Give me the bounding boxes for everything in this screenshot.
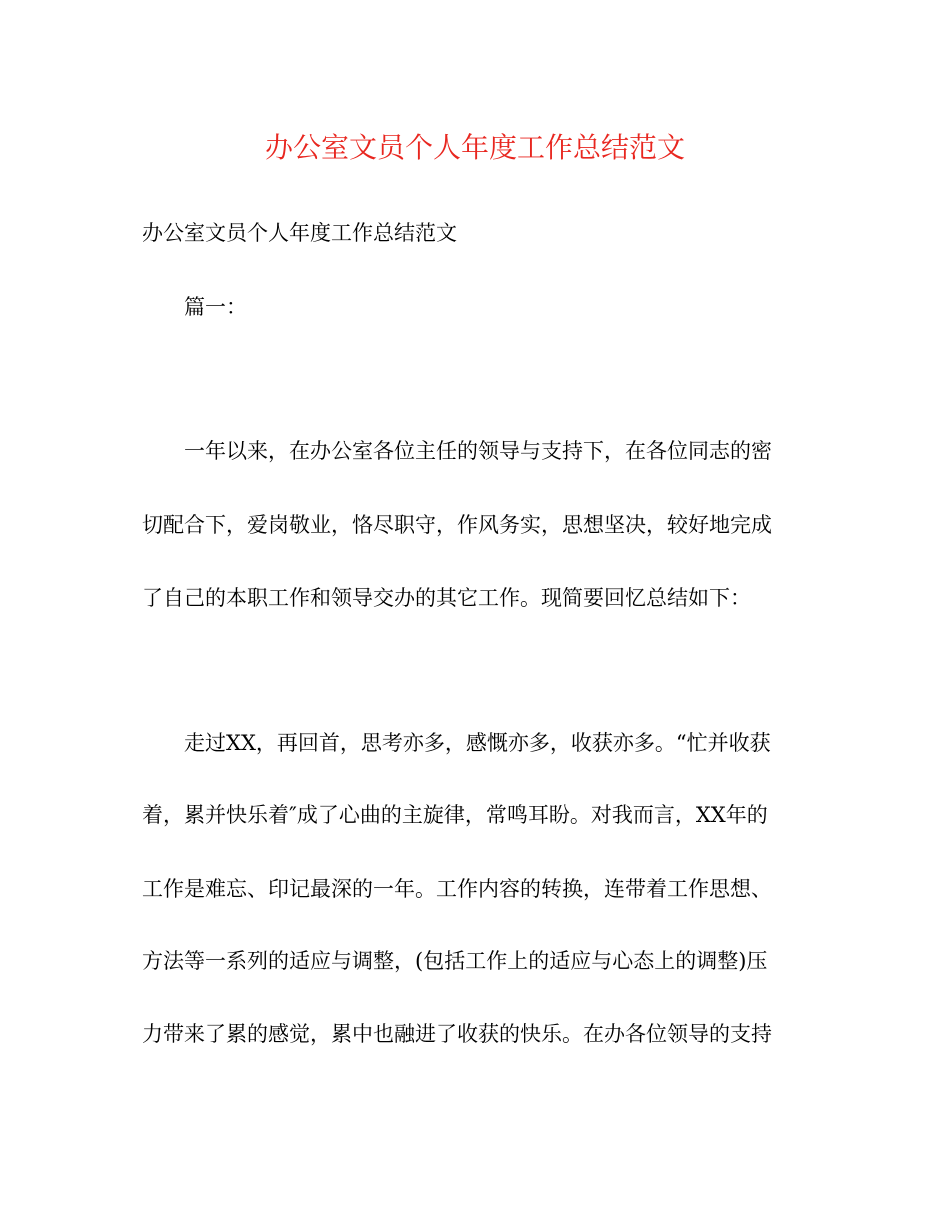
paragraph-line: 着，累并快乐着″成了心曲的主旋律，常鸣耳盼。对我而言，XX年的 [142, 803, 768, 827]
paragraph-line: 力带来了累的感觉，累中也融进了收获的快乐。在办各位领导的支持 [142, 1022, 772, 1046]
paragraph-line: 切配合下，爱岗敬业，恪尽职守，作风务实，思想坚决，较好地完成 [142, 513, 772, 537]
document-title: 办公室文员个人年度工作总结范文 [264, 131, 685, 164]
paragraph-line: 了自己的本职工作和领导交办的其它工作。现简要回忆总结如下： [142, 586, 751, 610]
paragraph-line: 方法等一系列的适应与调整，(包括工作上的适应与心态上的调整)压 [142, 949, 768, 973]
paragraph-line: 一年以来，在办公室各位主任的领导与支持下，在各位同志的密 [184, 439, 772, 463]
document-subtitle: 办公室文员个人年度工作总结范文 [142, 221, 457, 245]
paragraph-line: 走过XX，再回首，思考亦多，感慨亦多，收获亦多。“忙并收获 [184, 731, 771, 755]
paragraph-line: 工作是难忘、印记最深的一年。工作内容的转换，连带着工作思想、 [142, 877, 772, 901]
section-label: 篇一： [184, 295, 247, 319]
